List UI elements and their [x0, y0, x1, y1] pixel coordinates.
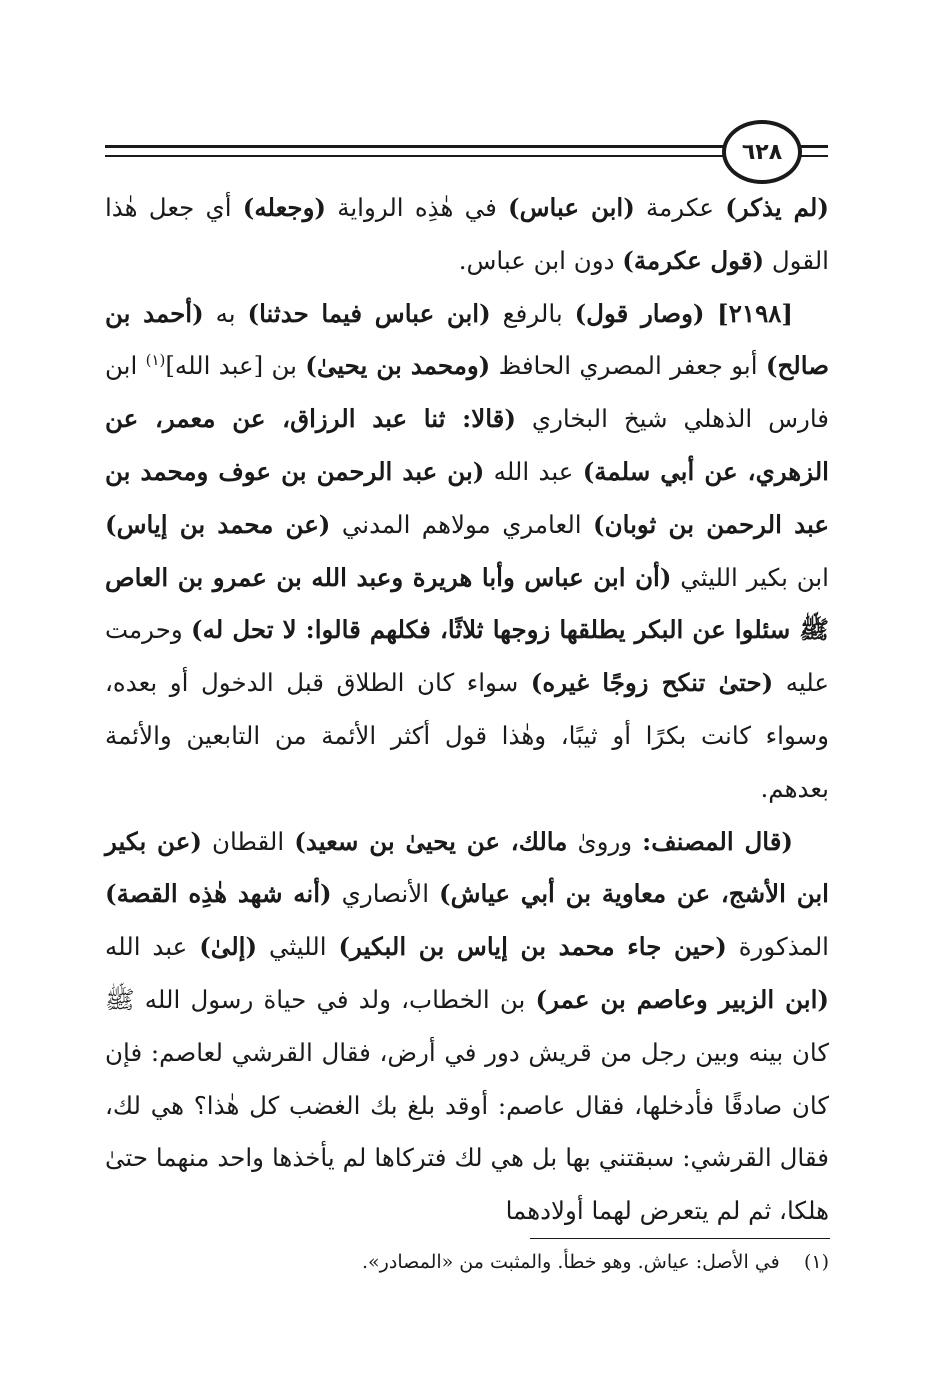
page-number: ٦٢٨	[722, 120, 802, 184]
text-segment: وروىٰ	[567, 826, 643, 856]
bold-segment: مالك، عن يحيىٰ بن سعيد)	[294, 826, 568, 856]
text-segment: به	[203, 298, 248, 328]
bold-segment: (وجعله)	[242, 193, 326, 222]
text-segment: المذكورة	[726, 932, 829, 962]
bold-segment: (أنه شهد هٰذِه القصة)	[105, 879, 332, 909]
bold-segment: (قال المصنف:	[642, 826, 794, 856]
text-segment: عبد الله	[484, 456, 583, 486]
bold-segment: (أن ابن عباس وأبا هريرة وعبد الله بن عمرو بن العاص ﷺ سئلوا عن البكر يطلقها زوجها ثلاثًا، فكلهم قالوا: لا تحل له)	[105, 562, 829, 645]
bold-segment: (ومحمد بن يحيىٰ)	[305, 351, 491, 381]
bold-segment: (ابن الزبير وعاصم بن عمر)	[535, 984, 829, 1014]
bold-segment: (عن محمد بن إياس)	[105, 509, 331, 539]
text-segment: عكرمة	[634, 193, 726, 222]
bold-segment: (حين جاء محمد بن إياس بن البكير)	[338, 932, 727, 962]
text-segment: العامري مولاهم المدني	[330, 509, 594, 539]
page-header	[0, 118, 942, 188]
footnote-text: في الأصل: عياش. وهو خطأ. والمثبت من «المصادر».	[362, 1251, 780, 1273]
paragraph	[105, 182, 829, 288]
text-segment: بن [عبد الله]	[165, 351, 306, 381]
text-segment: دون ابن عباس.	[458, 245, 623, 275]
paragraph	[105, 288, 829, 816]
paragraph	[105, 816, 829, 1238]
bold-segment: (بن عبد الرحمن بن عوف ومحمد بن عبد الرحمن بن ثوبان)	[105, 456, 829, 539]
main-text	[105, 182, 829, 1238]
text-segment: الليثي	[257, 932, 339, 962]
bold-segment: (حتىٰ تنكح زوجًا غيره)	[530, 668, 774, 698]
header-rule-right	[798, 145, 828, 157]
text-segment: سواء كان الطلاق قبل الدخول أو بعده، وسواء كانت بكرًا أو ثيبًا، وهٰذا قول أكثر الأئمة من التابعين والأئمة بعدهم.	[105, 668, 829, 803]
bold-segment: [٢١٩٨]	[704, 298, 793, 328]
text-segment: ابن فارس الذهلي شيخ البخاري	[105, 351, 829, 434]
bold-segment: (عن بكير ابن الأشج، عن معاوية بن أبي عياش)	[105, 826, 829, 909]
text-segment: عبد الله	[105, 932, 200, 962]
footnote	[300, 1246, 829, 1278]
bold-segment: (ابن عباس فيما حدثنا)	[247, 298, 491, 328]
bold-segment: (لم يذكر)	[725, 193, 829, 222]
bold-segment: (قول عكرمة)	[622, 245, 765, 275]
text-segment: الأنصاري	[331, 879, 440, 909]
bold-segment: (وصار قول)	[574, 298, 705, 328]
bold-segment: (ابن عباس)	[508, 193, 635, 222]
header-rule	[105, 145, 725, 157]
footnote-separator	[530, 1238, 830, 1239]
text-segment: في هٰذِه الرواية	[326, 193, 509, 222]
bold-segment: (أحمد بن صالح)	[105, 298, 829, 381]
footnote-ref: (١)	[145, 351, 166, 370]
text-segment: أي جعل هٰذا القول	[105, 193, 829, 275]
footnote-number: (١)	[803, 1251, 829, 1273]
text-segment: بالرفع	[490, 298, 575, 328]
text-segment: القطان	[201, 826, 295, 856]
text-segment: ابن بكير الليثي	[671, 562, 829, 592]
text-segment: بن الخطاب، ولد في حياة رسول الله ﷺ كان بينه وبين رجل من قريش دور في أرض، فقال القرشي لعاصم: فإن كان صادقًا فأدخلها، فقال عاصم: أوقد بلغ بك الغضب كل هٰذا؟ هي لك، فقال القرشي: سبقتني بها بل هي لك فتركاها لم يأخذها واحد منهما حتىٰ هلكا، ثم لم يتعرض لهما أولادهما	[105, 984, 829, 1226]
text-segment: أبو جعفر المصري الحافظ	[490, 351, 766, 381]
bold-segment: (إلىٰ)	[199, 932, 258, 962]
text-segment: وحرمت عليه	[105, 615, 830, 698]
bold-segment: (قالا: ثنا عبد الرزاق، عن معمر، عن الزهري، عن أبي سلمة)	[105, 404, 829, 486]
